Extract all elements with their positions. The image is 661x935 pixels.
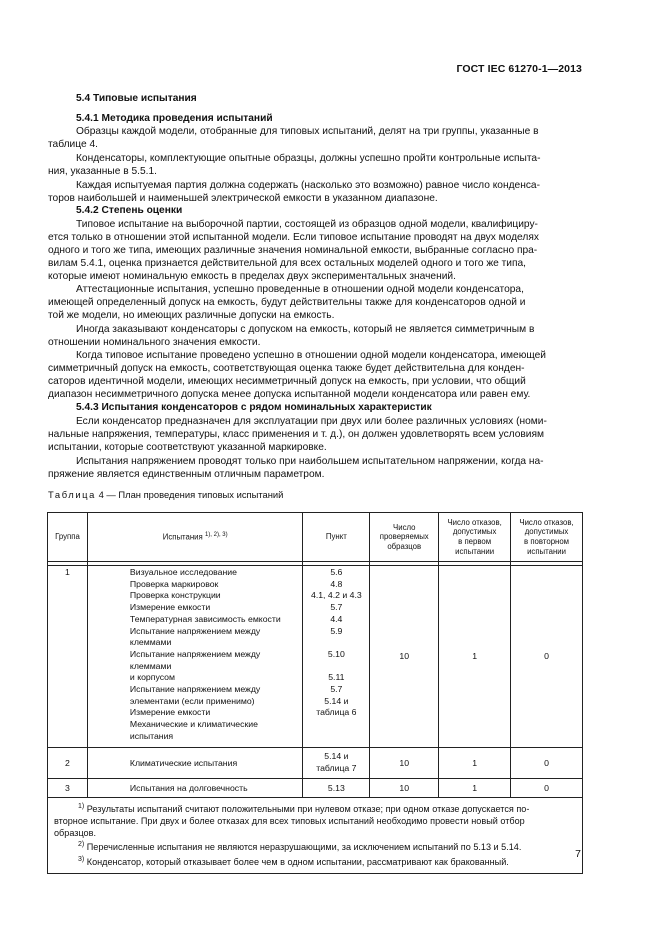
s543-p2-line: пряжение является единственным отличным параметром. <box>48 469 325 480</box>
s543-p1-line: испытании, которые соответствуют указанной маркировке. <box>48 442 327 453</box>
s541-p1-line2: таблице 4. <box>48 139 98 150</box>
col-header-samples: Число проверяемых образцов <box>370 513 439 562</box>
cell-fail-repeat: 0 <box>511 778 583 797</box>
cell-group: 2 <box>48 747 88 778</box>
s542-p1-line: которые имеют номинальную емкость в пределах двух экспериментальных значений. <box>48 271 456 282</box>
s543-p2-line: Испытания напряжением проводят только при наибольшем испытательном напряжении, когда на- <box>76 456 544 467</box>
s541-p2-line2: ния, указанные в 5.5.1. <box>48 166 157 177</box>
s542-p4-line: симметричный допуск на емкость, соответствующая оценка также будет действительна для конден- <box>48 363 525 374</box>
s542-p2-line: Аттестационные испытания, успешно проведенные в отношении одной модели конденсатора, <box>76 284 524 295</box>
s543-p1-line: Если конденсатор предназначен для эксплуатации при двух или более различных условиях (номи- <box>76 416 547 427</box>
footnote-1-line: образцов. <box>54 828 96 839</box>
table-row <box>48 566 583 748</box>
s542-p2-line: той же модели, но имеющих различные допуски на емкость. <box>48 310 335 321</box>
table-caption <box>48 489 283 500</box>
s542-p1-line: Типовое испытание на выборочной партии, состоящей из образцов одной модели, квалифициру- <box>76 219 538 230</box>
cell-fail-first: 1 <box>439 778 511 797</box>
footnote-1-mark: 1) <box>78 802 85 810</box>
table-caption-word: Таблица <box>48 489 96 500</box>
footnote-3-mark: 3) <box>78 855 85 863</box>
table-header-row <box>48 513 583 562</box>
s542-p1-line: одного и того же типа, имеющих различные значения номинальной емкости, выбранные согласно пра- <box>48 245 538 256</box>
cell-fail-first: 1 <box>439 566 511 748</box>
page-number: 7 <box>575 848 581 860</box>
col-header-tests: Испытания $^{1), 2), 3)}$ <box>87 513 303 562</box>
s542-p1-line: вилам 5.4.1, оценка признается действительной для всех остальных моделей одного и того же типа, <box>48 258 526 269</box>
col-header-clause: Пункт <box>303 513 370 562</box>
table-row <box>48 778 583 797</box>
footnote-2-mark: 2) <box>78 841 85 849</box>
s542-p4-line: диапазон несимметричного допуска менее допуска испытанной модели конденсатора или равен ему. <box>48 389 531 400</box>
s542-p4-line: Когда типовое испытание проведено успешно в отношении одной модели конденсатора, имеющей <box>76 350 546 361</box>
cell-fail-first: 1 <box>439 747 511 778</box>
cell-tests: Визуальное исследование Проверка маркировок Проверка конструкции Измерение емкости Температурная зависимость емкости Испытание напряжением между клеммами Испытание напряжением между клеммами и корпусом Испытание напряжением между элементами (если применимо) Измерение емкости Механические и климатические испытания <box>87 566 303 748</box>
s542-p1-line: ется только в отношении этой испытанной модели. Если типовое испытание проводят на двух моделях <box>48 232 539 243</box>
col-header-fail-repeat: Число отказов, допустимых в повторном испытании <box>511 513 583 562</box>
table-4 <box>47 512 583 874</box>
col-header-fail-first: Число отказов, допустимых в первом испытании <box>439 513 511 562</box>
footnote-3-line: $^{3)}$ Конденсатор, который отказывает более чем в одном испытании, рассматривают как бракованный. <box>78 855 509 867</box>
table-caption-text: 4 — План проведения типовых испытаний <box>98 489 284 500</box>
s542-p2-line: имеющей определенный допуск на емкость, будут действительны также для конденсаторов одной и <box>48 297 526 308</box>
cell-samples: 10 <box>370 747 439 778</box>
footnote-1-line: $^{1)}$ Результаты испытаний считают положительными при нулевом отказе; при одном отказе допускается по- <box>78 802 530 814</box>
cell-fail-repeat: 0 <box>511 566 583 748</box>
cell-group: 3 <box>48 778 88 797</box>
section-title: 5.4 Типовые испытания <box>76 93 197 104</box>
s541-p3-line2: торов наибольшей и наименьшей электрической емкости в указанном диапазоне. <box>48 193 438 204</box>
cell-tests: Климатические испытания <box>87 747 303 778</box>
footnote-2-line: $^{2)}$ Перечисленные испытания не являются неразрушающими, за исключением испытаний по 5.13 и 5.14. <box>78 841 522 853</box>
s542-p3-line: отношении номинального значения емкости. <box>48 337 261 348</box>
s541-p3-line1: Каждая испытуемая партия должна содержать (насколько это возможно) равное число конденса- <box>76 180 540 191</box>
s541-p1-line1: Образцы каждой модели, отобранные для типовых испытаний, делят на три группы, указанные в <box>76 126 539 137</box>
s541-p2-line1: Конденсаторы, комплектующие опытные образцы, должны успешно пройти контрольные испыта- <box>76 153 541 164</box>
footnote-1-line: вторное испытание. При двух и более отказах для всех типовых испытаний необходимо провести новый отбор <box>54 815 525 826</box>
s542-p4-line: саторов идентичной модели, имеющих несимметричный допуск на емкость, при условии, что общий <box>48 376 526 387</box>
table-row <box>48 747 583 778</box>
subsection-543-title: 5.4.3 Испытания конденсаторов с рядом номинальных характеристик <box>76 402 432 413</box>
cell-clauses: 5.13 <box>303 778 370 797</box>
subsection-542-title: 5.4.2 Степень оценки <box>76 205 183 216</box>
cell-group: 1 <box>48 566 88 748</box>
table-footnotes <box>48 797 583 874</box>
cell-clauses: 5.6 4.8 4.1, 4.2 и 4.3 5.7 4.4 5.9 5.10 5.11 5.7 5.14 и таблица 6 <box>303 566 370 748</box>
cell-clauses: 5.14 и таблица 7 <box>303 747 370 778</box>
cell-fail-repeat: 0 <box>511 747 583 778</box>
standard-header: ГОСТ IEC 61270-1—2013 <box>456 63 582 75</box>
cell-samples: 10 <box>370 778 439 797</box>
col-header-group: Группа <box>48 513 88 562</box>
cell-tests: Испытания на долговечность <box>87 778 303 797</box>
subsection-541-title: 5.4.1 Методика проведения испытаний <box>76 113 273 124</box>
tests-footnote-refs: 1), 2), 3) <box>204 532 228 539</box>
table-footnotes-row <box>48 797 583 874</box>
s542-p3-line: Иногда заказывают конденсаторы с допуском на емкость, который не является симметричным в <box>76 324 535 335</box>
s543-p1-line: нальные напряжения, температуры, класс применения и т. д.), он должен удовлетворять всем условиям <box>48 429 545 440</box>
cell-samples: 10 <box>370 566 439 748</box>
